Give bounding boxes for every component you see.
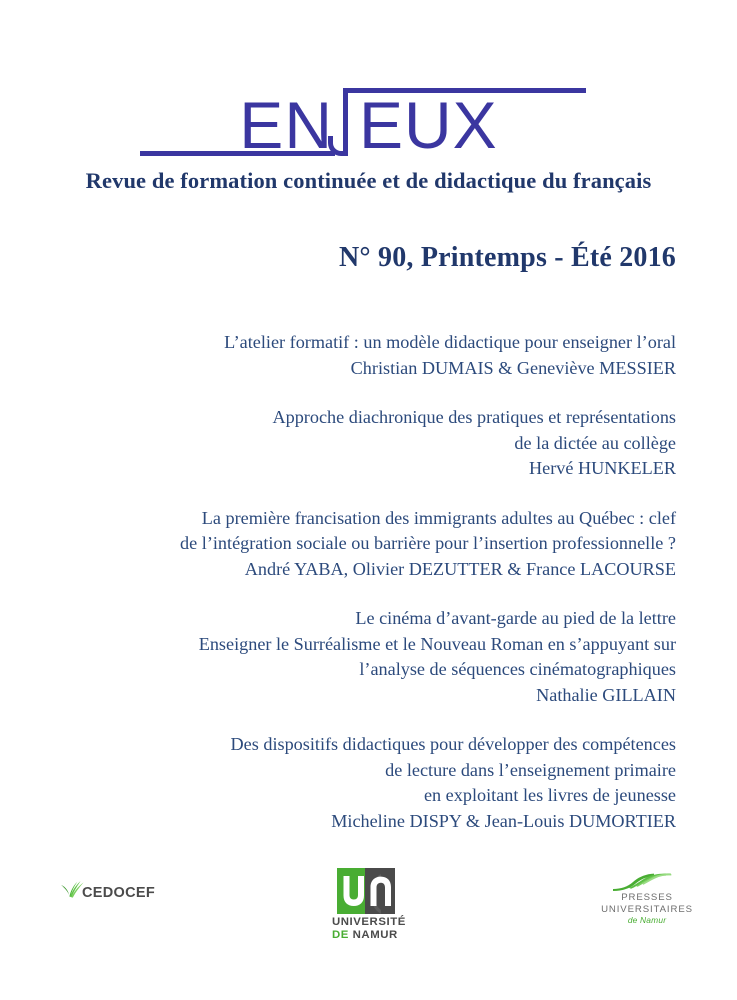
- presses-book-icon: [611, 870, 673, 892]
- presses-label: [597, 892, 697, 926]
- presses-line2: UNIVERSITAIRES: [601, 903, 693, 915]
- toc-entry-title-line: de la dictée au collège: [514, 432, 676, 453]
- wordmark-en: EN: [239, 88, 333, 162]
- toc-entry-title-line: La première francisation des immigrants adultes au Québec : clef: [201, 507, 676, 528]
- toc-entry-authors: Nathalie GILLAIN: [536, 684, 676, 705]
- toc-entry-title-line: Des dispositifs didactiques pour développer des compétences: [230, 734, 676, 754]
- toc-entry[interactable]: [0, 732, 676, 834]
- cedocef-logo: [58, 874, 208, 914]
- enjeux-logo: [0, 78, 737, 176]
- presses-line1: PRESSES: [621, 892, 673, 903]
- toc-entry-title-line: Enseigner le Surréalisme et le Nouveau Roman en s’appuyant sur: [198, 633, 676, 654]
- toc-entry-title-line: en exploitant les livres de jeunesse: [423, 785, 676, 805]
- universite-namur-mark-icon: [337, 868, 395, 914]
- toc-entry[interactable]: [0, 606, 676, 708]
- universite-namur-line1: UNIVERSITÉ: [332, 916, 406, 928]
- presses-universitaires-logo: [597, 870, 697, 942]
- universite-namur-label: [332, 916, 424, 941]
- toc-entry-title-line: Approche diachronique des pratiques et représentations: [272, 407, 676, 427]
- toc-entry-title-line: L’atelier formatif : un modèle didactique pour enseigner l’oral: [224, 332, 676, 352]
- toc-entry-title-line: Le cinéma d’avant-garde au pied de la lettre: [355, 608, 676, 628]
- journal-wordmark: [0, 78, 737, 162]
- table-of-contents: [0, 330, 676, 834]
- masthead: [0, 78, 737, 176]
- footer-logos: [0, 862, 737, 962]
- toc-entry-title-line: de l’intégration sociale ou barrière pour l’insertion professionnelle ?: [180, 533, 676, 553]
- issue-number: N° 90, Printemps - Été 2016: [339, 242, 676, 273]
- toc-entry-authors: Hervé HUNKELER: [529, 458, 676, 478]
- toc-entry[interactable]: [0, 330, 676, 381]
- toc-entry-title-line: de lecture dans l’enseignement primaire: [385, 759, 676, 780]
- universite-namur-de: DE: [332, 928, 349, 941]
- universite-namur-namur: NAMUR: [352, 928, 398, 941]
- toc-entry-authors: Christian DUMAIS & Geneviève MESSIER: [350, 357, 676, 378]
- toc-entry[interactable]: [0, 506, 676, 583]
- toc-entry-authors: Micheline DISPY & Jean-Louis DUMORTIER: [331, 810, 676, 831]
- wordmark-eux: EUX: [358, 88, 498, 162]
- presses-line3: de Namur: [627, 915, 667, 926]
- toc-entry-authors: André YABA, Olivier DEZUTTER & France LACOURSE: [244, 558, 676, 579]
- universite-namur-logo: [332, 868, 424, 950]
- journal-subtitle: Revue de formation continuée et de didactique du français: [85, 168, 652, 193]
- toc-entry-title-line: l’analyse de séquences cinématographiques: [359, 659, 676, 679]
- toc-entry[interactable]: [0, 405, 676, 482]
- cedocef-label: CEDOCEF: [82, 885, 155, 901]
